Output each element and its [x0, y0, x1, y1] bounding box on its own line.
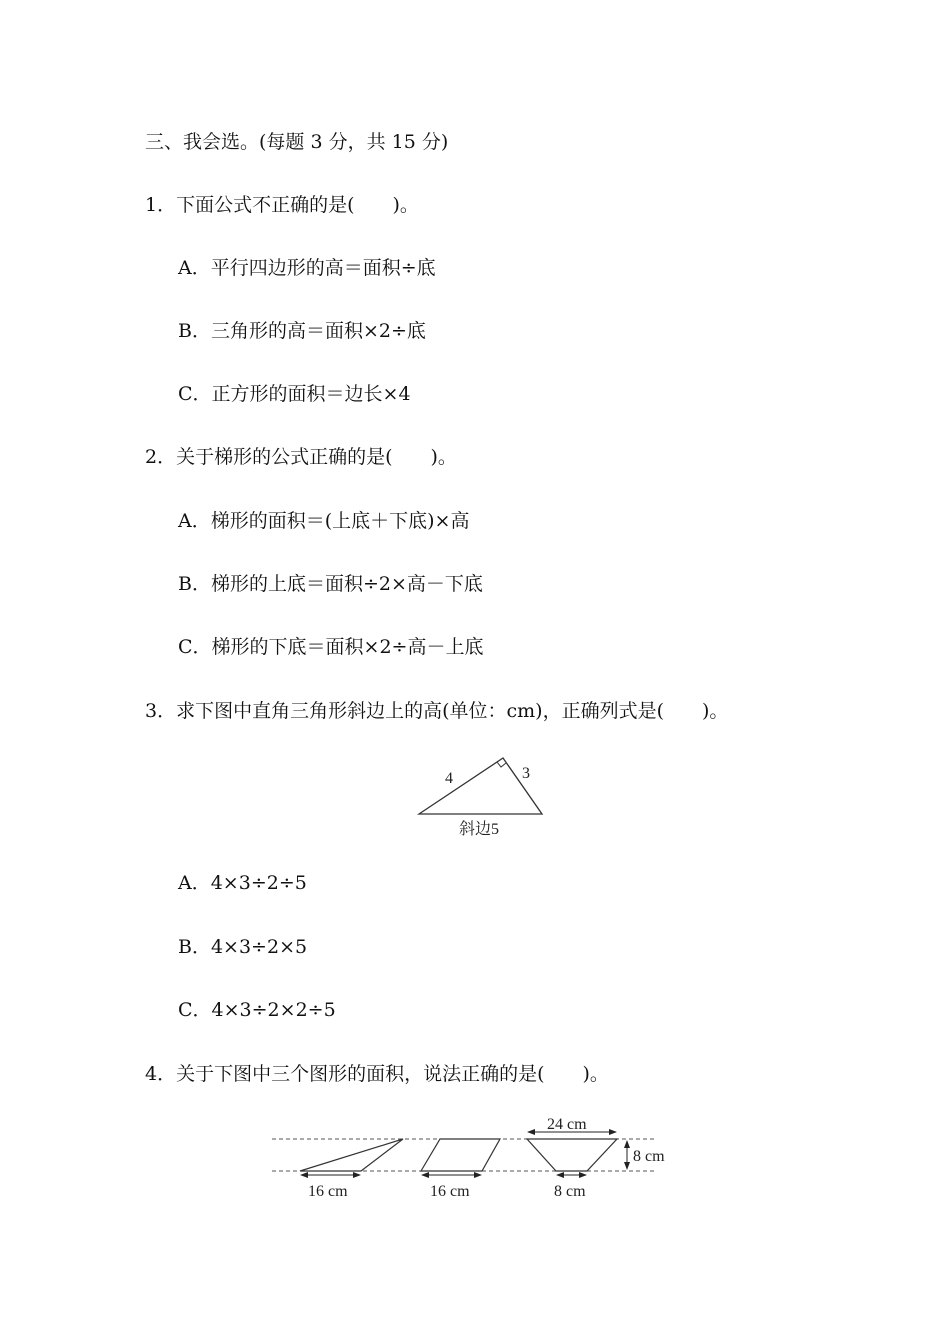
question-1-option-b: B．三角形的高＝面积×2÷底 — [178, 320, 426, 342]
hypotenuse-label: 斜边5 — [459, 821, 500, 838]
triangle-base-label: 16 cm — [308, 1183, 348, 1200]
question-2-stem: 2．关于梯形的公式正确的是( )。 — [145, 446, 457, 468]
right-triangle-figure — [419, 758, 542, 838]
triangle-shape — [300, 1139, 403, 1171]
question-1-option-a: A．平行四边形的高＝面积÷底 — [178, 257, 436, 279]
question-1-option-c: C．正方形的面积＝边长×4 — [178, 383, 411, 405]
right-angle-mark — [497, 762, 506, 767]
leg-a-label: 4 — [445, 770, 453, 787]
parallelogram-base-label: 16 cm — [430, 1183, 470, 1200]
question-3-option-c: C．4×3÷2×2÷5 — [178, 999, 336, 1021]
three-shapes-figure — [272, 1116, 665, 1200]
question-1-stem: 1．下面公式不正确的是( )。 — [145, 194, 419, 216]
trapezoid-bottom-label: 8 cm — [554, 1183, 586, 1200]
leg-b-label: 3 — [522, 765, 530, 782]
question-2-option-b: B．梯形的上底＝面积÷2×高－下底 — [178, 573, 483, 595]
question-2-option-a: A．梯形的面积＝(上底＋下底)×高 — [178, 510, 470, 532]
trapezoid-shape — [527, 1139, 617, 1171]
section-title: 三、我会选。(每题 3 分，共 15 分) — [145, 131, 449, 153]
question-3-stem: 3．求下图中直角三角形斜边上的高(单位：cm)，正确列式是( )。 — [145, 700, 729, 722]
question-4-stem: 4．关于下图中三个图形的面积，说法正确的是( )。 — [145, 1063, 609, 1085]
question-3-option-a: A．4×3÷2÷5 — [178, 872, 307, 894]
question-3-option-b: B．4×3÷2×5 — [178, 936, 308, 958]
question-2-option-c: C．梯形的下底＝面积×2÷高－上底 — [178, 636, 484, 658]
parallelogram-shape — [421, 1139, 500, 1171]
trapezoid-top-label: 24 cm — [547, 1116, 587, 1133]
height-label: 8 cm — [633, 1148, 665, 1165]
